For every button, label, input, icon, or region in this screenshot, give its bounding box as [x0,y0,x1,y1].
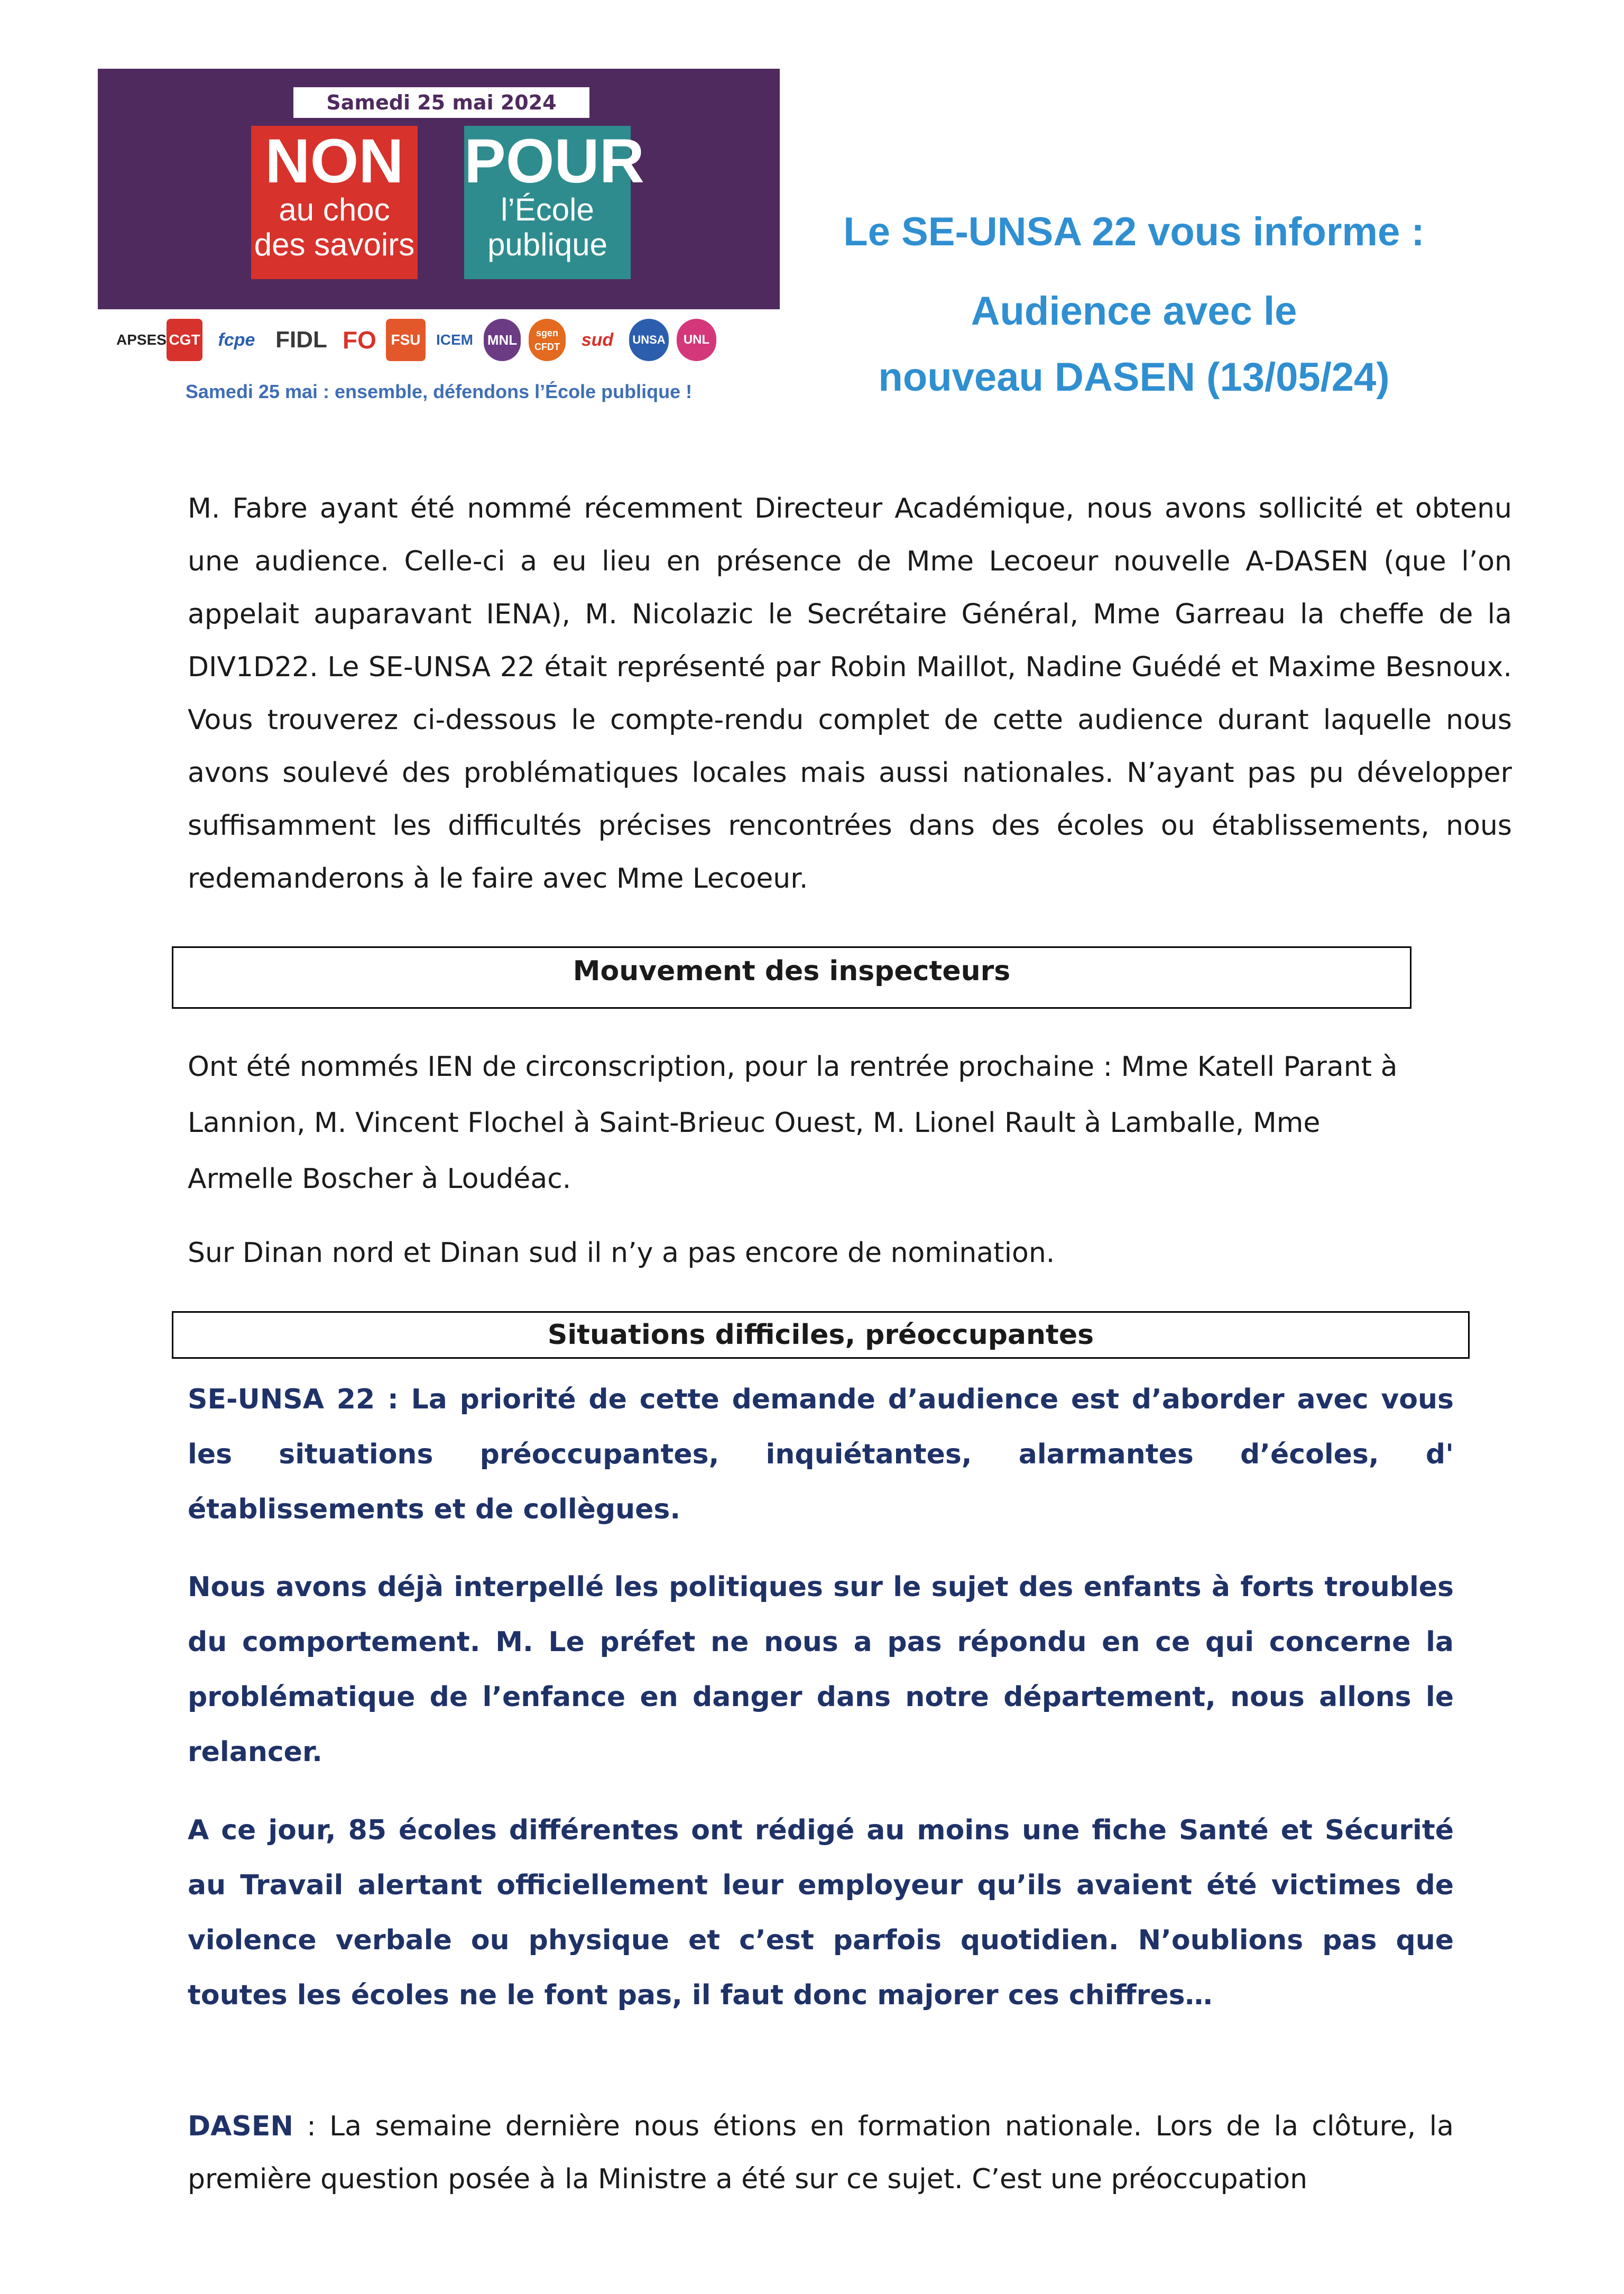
logo-fidl: FIDL [275,327,327,353]
event-banner [98,69,780,415]
audience-title-line2: nouveau DASEN (13/05/24) [878,355,1390,400]
logo-sud: sud [581,330,614,350]
logo-fo: FO [343,326,376,354]
non-panel [251,126,418,279]
non-line1: au choc [279,192,390,227]
logo-unsa: UNSA [629,319,669,361]
logo-mnl: MNL [484,319,521,361]
dasen-response-paragraph [188,2100,1454,2206]
pour-line2: publique [487,227,607,262]
audience-title-line1: Audience avec le [971,289,1297,334]
seunsa-priority-paragraph: SE-UNSA 22 : La priorité de cette demande d’audience est d’aborder avec vous les situations préoccupantes, inquiétantes, alarmantes d’écoles, d' établissements et de collègues. [188,1384,1454,1525]
logo-apses: APSES [116,331,167,348]
logo-sgen-cfdt: sgen CFDT [529,319,566,361]
dasen-label: DASEN [188,2111,293,2142]
nominations-paragraph: Ont été nommés IEN de circonscription, pour la rentrée prochaine : Mme Katell Parant à Lannion, M. Vincent Flochel à Saint-Brieuc Ouest, M. Lionel Rault à Lamballe, Mme Armelle Boscher à Loudéac. [188,1051,1398,1195]
fiches-sst-paragraph: A ce jour, 85 écoles différentes ont rédigé au moins une fiche Santé et Sécurité au Travail alertant officiellement leur employeur qu’ils avaient été victimes de violence verbale ou physique et c’est parfois quotidien. N’oublions pas que toutes les écoles ne le font pas, il faut donc majorer ces chiffres… [188,1814,1454,2011]
logo-fcpe: fcpe [218,330,255,350]
dasen-response-text: : La semaine dernière nous étions en formation nationale. Lors de la clôture, la première question posée à la Ministre a été sur ce sujet. C’est une préoccupation [188,2111,1454,2195]
dinan-paragraph: Sur Dinan nord et Dinan sud il n’y a pas encore de nomination. [188,1237,1055,1269]
logo-fsu: FSU [386,319,426,361]
logo-icem: ICEM [436,331,473,348]
pour-line1: l’École [501,192,594,227]
troubles-comportement-paragraph: Nous avons déjà interpellé les politiques sur le sujet des enfants à forts troubles du comportement. M. Le préfet ne nous a pas répondu en ce qui concerne la problématique de l’enfance en danger dans notre département, nous allons le relancer. [188,1571,1454,1768]
section-title-situations [172,1311,1470,1359]
banner-date: Samedi 25 mai 2024 [293,87,589,118]
logo-unl: UNL [677,319,716,361]
non-line2: des savoirs [254,227,415,262]
section-title-mouvement [172,946,1411,1009]
pour-panel [464,126,644,279]
banner-caption: Samedi 25 mai : ensemble, défendons l’École publique ! [185,381,693,402]
logo-cgt: CGT [167,319,202,361]
section-title-text: Mouvement des inspecteurs [573,955,1011,987]
union-logos-strip [98,309,780,373]
pour-heading: POUR [464,126,644,196]
section-title-text: Situations difficiles, préoccupantes [547,1319,1094,1351]
newsletter-title: Le SE-UNSA 22 vous informe : [843,209,1425,254]
non-heading: NON [265,126,404,196]
intro-paragraph: M. Fabre ayant été nommé récemment Directeur Académique, nous avons sollicité et obtenu une audience. Celle-ci a eu lieu en présence de Mme Lecoeur nouvelle A-DASEN (que l’on appelait auparavant IENA), M. Nicolazic le Secrétaire Général, Mme Garreau la cheffe de la DIV1D22. Le SE-UNSA 22 était représenté par Robin Maillot, Nadine Guédé et Maxime Besnoux. Vous trouverez ci-dessous le compte-rendu complet de cette audience durant laquelle nous avons soulevé des problématiques locales mais aussi nationales. N’ayant pas pu développer suffisamment les difficultés précises rencontrées dans des écoles ou établissements, nous redemanderons à le faire avec Mme Lecoeur. [188,493,1512,895]
